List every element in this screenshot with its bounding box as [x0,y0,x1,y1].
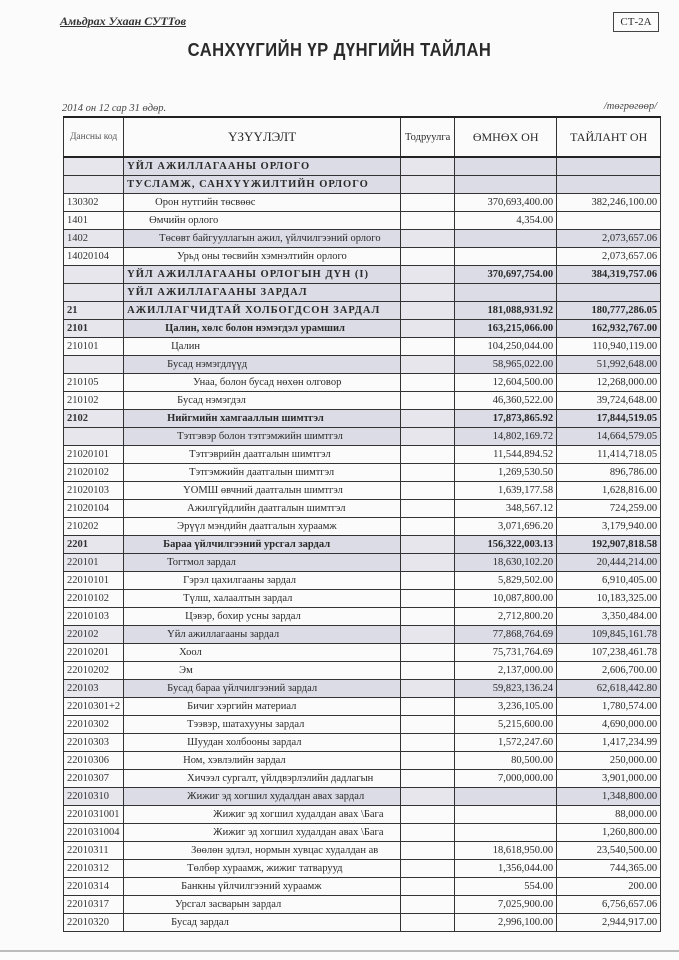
account-code-cell: 22010202 [64,662,124,680]
table-row [64,176,661,194]
previous-year-cell [455,824,557,842]
current-year-cell: 6,910,405.00 [557,572,661,590]
note-cell [401,554,455,572]
current-year-cell: 17,844,519.05 [557,410,661,428]
previous-year-cell: 77,868,764.69 [455,626,557,644]
current-year-cell: 3,901,000.00 [557,770,661,788]
previous-year-cell: 2,137,000.00 [455,662,557,680]
previous-year-cell: 18,630,102.20 [455,554,557,572]
note-cell [401,266,455,284]
account-code-cell [64,176,124,194]
description-cell: Бичиг хэргийн материал [124,698,401,716]
account-code-cell: 22010301+2 [64,698,124,716]
current-year-cell [557,157,661,176]
note-cell [401,626,455,644]
account-code-cell: 22010101 [64,572,124,590]
description-cell: Үйл ажиллагааны зардал [124,626,401,644]
note-cell [401,176,455,194]
note-cell [401,194,455,212]
organization-name: Амьдрах Ухаан СУТТов [60,14,187,28]
account-code-cell: 210101 [64,338,124,356]
previous-year-cell: 5,215,600.00 [455,716,557,734]
previous-year-cell: 3,071,696.20 [455,518,557,536]
account-code-cell: 210102 [64,392,124,410]
current-year-cell [557,212,661,230]
account-code-cell [64,356,124,374]
description-cell: Ажилгүйдлийн даатгалын шимтгэл [124,500,401,518]
description-cell: АЖИЛЛАГЧИДТАЙ ХОЛБОГДСОН ЗАРДАЛ [124,302,401,320]
description-cell: Төлбөр хураамж, жижиг татварууд [124,860,401,878]
table-row [64,626,661,644]
account-code-cell: 2201031001 [64,806,124,824]
note-cell [401,464,455,482]
previous-year-cell: 7,000,000.00 [455,770,557,788]
table-row [64,878,661,896]
note-cell [401,896,455,914]
current-year-cell: 162,932,767.00 [557,320,661,338]
column-header-current-year: ТАЙЛАНТ ОН [557,117,661,157]
account-code-cell: 22010306 [64,752,124,770]
note-cell [401,518,455,536]
previous-year-cell: 18,618,950.00 [455,842,557,860]
description-cell: ҮЙЛ АЖИЛЛАГААНЫ ОРЛОГО [124,157,401,176]
previous-year-cell [455,284,557,302]
current-year-cell: 200.00 [557,878,661,896]
table-row [64,536,661,554]
note-cell [401,860,455,878]
previous-year-cell: 1,572,247.60 [455,734,557,752]
column-header-previous-year: ӨМНӨХ ОН [455,117,557,157]
current-year-cell: 1,417,234.99 [557,734,661,752]
previous-year-cell [455,806,557,824]
previous-year-cell: 80,500.00 [455,752,557,770]
account-code-cell: 2201031004 [64,824,124,842]
note-cell [401,356,455,374]
current-year-cell: 744,365.00 [557,860,661,878]
table-row [64,356,661,374]
previous-year-cell: 46,360,522.00 [455,392,557,410]
table-row [64,860,661,878]
previous-year-cell [455,788,557,806]
current-year-cell: 896,786.00 [557,464,661,482]
account-code-cell: 21020102 [64,464,124,482]
note-cell [401,482,455,500]
description-cell: Жижиг эд хогшил худалдан авах зардал [124,788,401,806]
description-cell: Хичээл сургалт, үйлдвэрлэлийн дадлагын [124,770,401,788]
account-code-cell: 220102 [64,626,124,644]
note-cell [401,698,455,716]
account-code-cell: 22010314 [64,878,124,896]
table-row [64,914,661,932]
previous-year-cell: 4,354.00 [455,212,557,230]
description-cell: Ном, хэвлэлийн зардал [124,752,401,770]
description-cell: Бараа үйлчилгээний урсгал зардал [124,536,401,554]
description-cell: Тэтгэврийн даатгалын шимтгэл [124,446,401,464]
table-row [64,446,661,464]
note-cell [401,248,455,266]
previous-year-cell: 10,087,800.00 [455,590,557,608]
description-cell: Нийгмийн хамгааллын шимтгэл [124,410,401,428]
description-cell: ҮОМШ өвчний даатгалын шимтгэл [124,482,401,500]
description-cell: Орон нутгийн төсвөөс [124,194,401,212]
current-year-cell: 2,944,917.00 [557,914,661,932]
description-cell: Цэвэр, бохир усны зардал [124,608,401,626]
account-code-cell: 21020101 [64,446,124,464]
account-code-cell: 220103 [64,680,124,698]
previous-year-cell [455,230,557,248]
current-year-cell: 3,179,940.00 [557,518,661,536]
note-cell [401,716,455,734]
current-year-cell: 107,238,461.78 [557,644,661,662]
table-row [64,518,661,536]
table-row [64,734,661,752]
previous-year-cell: 370,693,400.00 [455,194,557,212]
current-year-cell: 1,348,800.00 [557,788,661,806]
previous-year-cell: 2,996,100.00 [455,914,557,932]
previous-year-cell: 348,567.12 [455,500,557,518]
current-year-cell: 2,073,657.06 [557,230,661,248]
account-code-cell: 21020103 [64,482,124,500]
previous-year-cell: 11,544,894.52 [455,446,557,464]
table-row [64,572,661,590]
account-code-cell: 21020104 [64,500,124,518]
description-cell: Зөөлөн эдлэл, нормын хувцас худалдан ав [124,842,401,860]
table-row [64,374,661,392]
description-cell: Өмчийн орлого [124,212,401,230]
account-code-cell: 22010311 [64,842,124,860]
previous-year-cell: 1,639,177.58 [455,482,557,500]
table-row [64,338,661,356]
account-code-cell: 22010307 [64,770,124,788]
current-year-cell: 192,907,818.58 [557,536,661,554]
note-cell [401,878,455,896]
previous-year-cell: 17,873,865.92 [455,410,557,428]
previous-year-cell [455,248,557,266]
description-cell: ҮЙЛ АЖИЛЛАГААНЫ ОРЛОГЫН ДҮН (I) [124,266,401,284]
current-year-cell: 2,606,700.00 [557,662,661,680]
previous-year-cell: 370,697,754.00 [455,266,557,284]
description-cell: Тэтгэмжийн даатгалын шимтгэл [124,464,401,482]
note-cell [401,374,455,392]
note-cell [401,428,455,446]
note-cell [401,536,455,554]
note-cell [401,410,455,428]
account-code-cell [64,266,124,284]
note-cell [401,788,455,806]
account-code-cell: 22010302 [64,716,124,734]
income-statement-table [63,116,661,932]
current-year-cell: 4,690,000.00 [557,716,661,734]
table-row [64,212,661,230]
table-row [64,788,661,806]
description-cell: Цалин, хөлс болон нэмэгдэл урамшил [124,320,401,338]
table-row [64,842,661,860]
current-year-cell: 23,540,500.00 [557,842,661,860]
description-cell: Шуудан холбооны зардал [124,734,401,752]
description-cell: Жижиг эд хогшил худалдан авах \Бага [124,824,401,842]
previous-year-cell [455,157,557,176]
previous-year-cell: 1,269,530.50 [455,464,557,482]
account-code-cell: 220101 [64,554,124,572]
previous-year-cell: 7,025,900.00 [455,896,557,914]
description-cell: Унаа, болон бусад нөхөн олговор [124,374,401,392]
current-year-cell: 1,780,574.00 [557,698,661,716]
previous-year-cell: 14,802,169.72 [455,428,557,446]
account-code-cell: 22010103 [64,608,124,626]
previous-year-cell: 3,236,105.00 [455,698,557,716]
previous-year-cell: 5,829,502.00 [455,572,557,590]
account-code-cell: 2102 [64,410,124,428]
table-row [64,266,661,284]
table-row [64,410,661,428]
description-cell: Гэрэл цахилгааны зардал [124,572,401,590]
note-cell [401,284,455,302]
note-cell [401,572,455,590]
note-cell [401,500,455,518]
current-year-cell: 12,268,000.00 [557,374,661,392]
table-row [64,716,661,734]
note-cell [401,842,455,860]
table-row [64,554,661,572]
account-code-cell: 21 [64,302,124,320]
description-cell: Түлш, халаалтын зардал [124,590,401,608]
current-year-cell: 62,618,442.80 [557,680,661,698]
previous-year-cell: 163,215,066.00 [455,320,557,338]
table-row [64,500,661,518]
note-cell [401,230,455,248]
current-year-cell: 1,628,816.00 [557,482,661,500]
column-header-description: ҮЗҮҮЛЭЛТ [124,117,401,157]
account-code-cell: 22010303 [64,734,124,752]
description-cell: Эрүүл мэндийн даатгалын хураамж [124,518,401,536]
table-row [64,698,661,716]
description-cell: Бусад нэмэгдлүүд [124,356,401,374]
current-year-cell [557,284,661,302]
note-cell [401,320,455,338]
table-row [64,680,661,698]
note-cell [401,212,455,230]
account-code-cell: 2101 [64,320,124,338]
table-row [64,248,661,266]
account-code-cell: 22010102 [64,590,124,608]
account-code-cell: 1402 [64,230,124,248]
note-cell [401,302,455,320]
current-year-cell [557,176,661,194]
description-cell: Тогтмол зардал [124,554,401,572]
note-cell [401,824,455,842]
previous-year-cell: 104,250,044.00 [455,338,557,356]
table-row [64,662,661,680]
current-year-cell: 11,414,718.05 [557,446,661,464]
table-row [64,896,661,914]
account-code-cell: 22010320 [64,914,124,932]
previous-year-cell: 2,712,800.20 [455,608,557,626]
previous-year-cell: 554.00 [455,878,557,896]
account-code-cell: 210202 [64,518,124,536]
account-code-cell: 22010310 [64,788,124,806]
table-row [64,392,661,410]
note-cell [401,608,455,626]
current-year-cell: 14,664,579.05 [557,428,661,446]
current-year-cell: 384,319,757.06 [557,266,661,284]
form-code-badge: СТ-2А [613,12,659,32]
description-cell: Бусад зардал [124,914,401,932]
description-cell: Урсгал засварын зардал [124,896,401,914]
current-year-cell: 6,756,657.06 [557,896,661,914]
report-date: 2014 он 12 сар 31 өдөр. [62,103,167,114]
column-header-code: Дансны код [64,117,124,157]
table-row [64,608,661,626]
table-row [64,752,661,770]
note-cell [401,662,455,680]
currency-unit: /төгрөгөөр/ [603,101,657,112]
previous-year-cell: 181,088,931.92 [455,302,557,320]
account-code-cell [64,157,124,176]
previous-year-cell: 156,322,003.13 [455,536,557,554]
description-cell: Урьд оны төсвийн хэмнэлтийн орлого [124,248,401,266]
note-cell [401,806,455,824]
current-year-cell: 39,724,648.00 [557,392,661,410]
current-year-cell: 3,350,484.00 [557,608,661,626]
table-row [64,302,661,320]
note-cell [401,914,455,932]
note-cell [401,392,455,410]
table-header-row [64,117,661,157]
description-cell: Төсөвт байгууллагын ажил, үйлчилгээний орлого [124,230,401,248]
table-row [64,320,661,338]
description-cell: Бусад нэмэгдэл [124,392,401,410]
account-code-cell: 130302 [64,194,124,212]
previous-year-cell [455,176,557,194]
current-year-cell: 51,992,648.00 [557,356,661,374]
current-year-cell: 88,000.00 [557,806,661,824]
description-cell: Банкны үйлчилгээний хураамж [124,878,401,896]
description-cell: Цалин [124,338,401,356]
note-cell [401,590,455,608]
table-row [64,590,661,608]
note-cell [401,338,455,356]
table-row [64,464,661,482]
table-row [64,428,661,446]
table-row [64,770,661,788]
table-row [64,482,661,500]
table-body [64,157,661,932]
previous-year-cell: 75,731,764.69 [455,644,557,662]
description-cell: Жижиг эд хогшил худалдан авах \Бага [124,806,401,824]
note-cell [401,734,455,752]
description-cell: Хоол [124,644,401,662]
report-title: САНХҮҮГИЙН ҮР ДҮНГИЙН ТАЙЛАН [187,40,492,60]
note-cell [401,446,455,464]
account-code-cell: 22010312 [64,860,124,878]
table-row [64,230,661,248]
note-cell [401,644,455,662]
current-year-cell: 2,073,657.06 [557,248,661,266]
table-row [64,194,661,212]
note-cell [401,680,455,698]
account-code-cell: 14020104 [64,248,124,266]
description-cell: Бусад бараа үйлчилгээний зардал [124,680,401,698]
current-year-cell: 20,444,214.00 [557,554,661,572]
description-cell: Тэтгэвэр болон тэтгэмжийн шимтгэл [124,428,401,446]
account-code-cell: 1401 [64,212,124,230]
current-year-cell: 1,260,800.00 [557,824,661,842]
description-cell: Эм [124,662,401,680]
current-year-cell: 109,845,161.78 [557,626,661,644]
previous-year-cell: 12,604,500.00 [455,374,557,392]
previous-year-cell: 1,356,044.00 [455,860,557,878]
table-row [64,824,661,842]
current-year-cell: 10,183,325.00 [557,590,661,608]
previous-year-cell: 59,823,136.24 [455,680,557,698]
current-year-cell: 382,246,100.00 [557,194,661,212]
page-edge [0,950,679,952]
current-year-cell: 110,940,119.00 [557,338,661,356]
note-cell [401,157,455,176]
note-cell [401,752,455,770]
note-cell [401,770,455,788]
current-year-cell: 250,000.00 [557,752,661,770]
account-code-cell: 2201 [64,536,124,554]
account-code-cell: 22010201 [64,644,124,662]
table-row [64,644,661,662]
table-row [64,806,661,824]
description-cell: ҮЙЛ АЖИЛЛАГААНЫ ЗАРДАЛ [124,284,401,302]
column-header-note: Тодруулга [401,117,455,157]
account-code-cell: 22010317 [64,896,124,914]
description-cell: ТУСЛАМЖ, САНХҮҮЖИЛТИЙН ОРЛОГО [124,176,401,194]
table-row [64,284,661,302]
account-code-cell [64,284,124,302]
description-cell: Тээвэр, шатахууны зардал [124,716,401,734]
current-year-cell: 724,259.00 [557,500,661,518]
table-row [64,157,661,176]
account-code-cell: 210105 [64,374,124,392]
current-year-cell: 180,777,286.05 [557,302,661,320]
account-code-cell [64,428,124,446]
previous-year-cell: 58,965,022.00 [455,356,557,374]
